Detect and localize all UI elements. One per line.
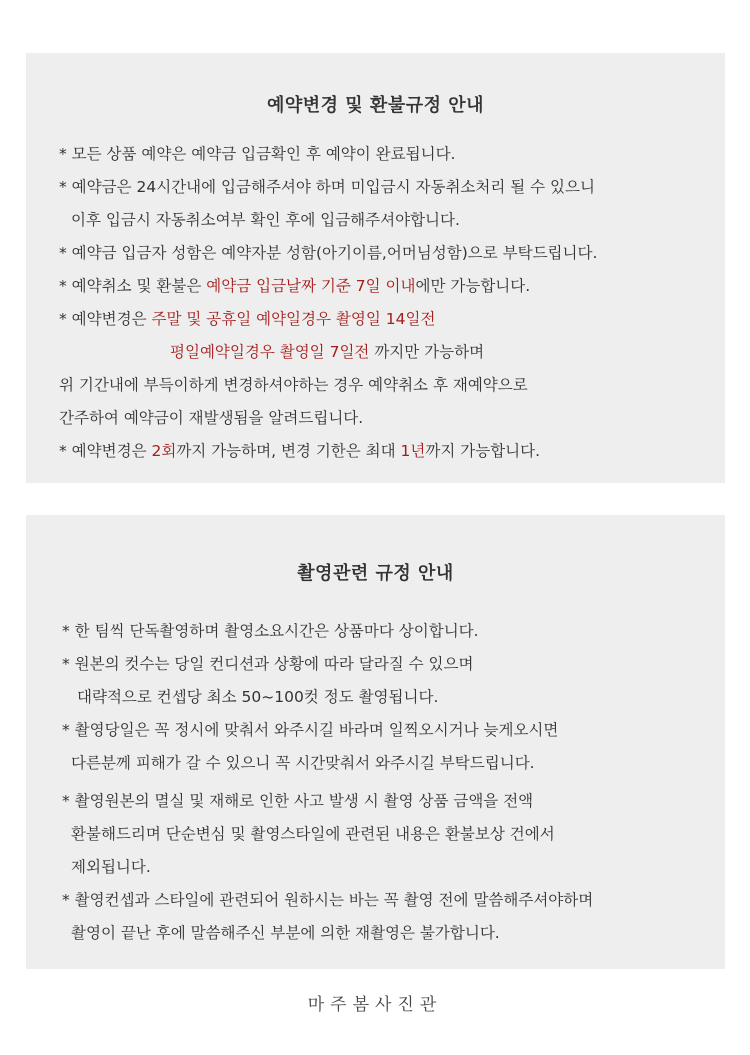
change-limit-mid: 까지 가능하며, 변경 기한은 최대 bbox=[176, 442, 401, 460]
change-weekday-post: 까지만 가능하며 bbox=[369, 343, 485, 361]
change-limit-count: 2회 bbox=[151, 442, 177, 460]
studio-name-footer: 마주봄사진관 bbox=[307, 995, 443, 1015]
shooting-line-loss-cont: 환불해드리며 단순변심 및 촬영스타일에 관련된 내용은 환불보상 건에서 bbox=[71, 825, 555, 843]
refund-highlight: 예약금 입금날짜 기준 7일 이내 bbox=[206, 277, 416, 295]
shooting-policy-panel bbox=[26, 515, 725, 969]
shooting-line-cuts-cont: 대략적으로 컨셉당 최소 50~100컷 정도 촬영됩니다. bbox=[77, 688, 439, 706]
reservation-line-confirm: * 모든 상품 예약은 예약금 입금확인 후 예약이 완료됩니다. bbox=[59, 145, 456, 163]
reservation-line-notice: 위 기간내에 부득이하게 변경하셔야하는 경우 예약취소 후 재예약으로 bbox=[59, 376, 528, 394]
shooting-policy-title: 촬영관련 규정 안내 bbox=[297, 563, 454, 584]
refund-text-pre: * 예약취소 및 환불은 bbox=[59, 277, 207, 295]
shooting-line-concept: * 촬영컨셉과 스타일에 관련되어 원하시는 바는 꼭 촬영 전에 말씀해주셔야하며 bbox=[62, 891, 594, 909]
reservation-policy-title: 예약변경 및 환불규정 안내 bbox=[266, 95, 485, 116]
change-limit-period: 1년 bbox=[400, 442, 426, 460]
reservation-line-change-weekday bbox=[170, 342, 484, 362]
shooting-line-ontime-cont: 다른분께 피해가 갈 수 있으니 꼭 시간맞춰서 와주시길 부탁드립니다. bbox=[71, 754, 535, 772]
change-weekday-highlight: 평일예약일경우 촬영일 7일전 bbox=[170, 343, 370, 361]
shooting-line-loss-cont2: 제외됩니다. bbox=[71, 858, 151, 876]
reservation-line-refund bbox=[59, 276, 530, 296]
reservation-line-change-limit bbox=[59, 441, 540, 461]
change-weekend-highlight: 주말 및 공휴일 예약일경우 촬영일 14일전 bbox=[151, 310, 436, 328]
reservation-line-depositor-name: * 예약금 입금자 성함은 예약자분 성함(아기이름,어머님성함)으로 부탁드립니다. bbox=[59, 244, 598, 262]
shooting-line-ontime: * 촬영당일은 꼭 정시에 맞춰서 와주시길 바라며 일찍오시거나 늦게오시면 bbox=[62, 721, 559, 739]
change-weekend-pre: * 예약변경은 bbox=[59, 310, 152, 328]
shooting-line-solo: * 한 팀씩 단독촬영하며 촬영소요시간은 상품마다 상이합니다. bbox=[62, 622, 479, 640]
reservation-line-deposit: * 예약금은 24시간내에 입금해주셔야 하며 미입금시 자동취소처리 될 수 있으니 bbox=[59, 178, 595, 196]
shooting-line-loss: * 촬영원본의 멸실 및 재해로 인한 사고 발생 시 촬영 상품 금액을 전액 bbox=[62, 792, 534, 810]
reservation-line-deposit-cont: 이후 입금시 자동취소여부 확인 후에 입금해주셔야합니다. bbox=[71, 211, 460, 229]
shooting-line-cuts: * 원본의 컷수는 당일 컨디션과 상황에 따라 달라질 수 있으며 bbox=[62, 655, 474, 673]
change-limit-pre: * 예약변경은 bbox=[59, 442, 152, 460]
change-limit-post: 까지 가능합니다. bbox=[425, 442, 541, 460]
shooting-line-concept-cont: 촬영이 끝난 후에 말씀해주신 부분에 의한 재촬영은 불가합니다. bbox=[71, 924, 500, 942]
refund-text-post: 에만 가능합니다. bbox=[415, 277, 531, 295]
reservation-line-change-weekend bbox=[59, 309, 435, 329]
reservation-line-notice-cont: 간주하여 예약금이 재발생됨을 알려드립니다. bbox=[59, 409, 364, 427]
reservation-policy-panel bbox=[26, 53, 725, 483]
